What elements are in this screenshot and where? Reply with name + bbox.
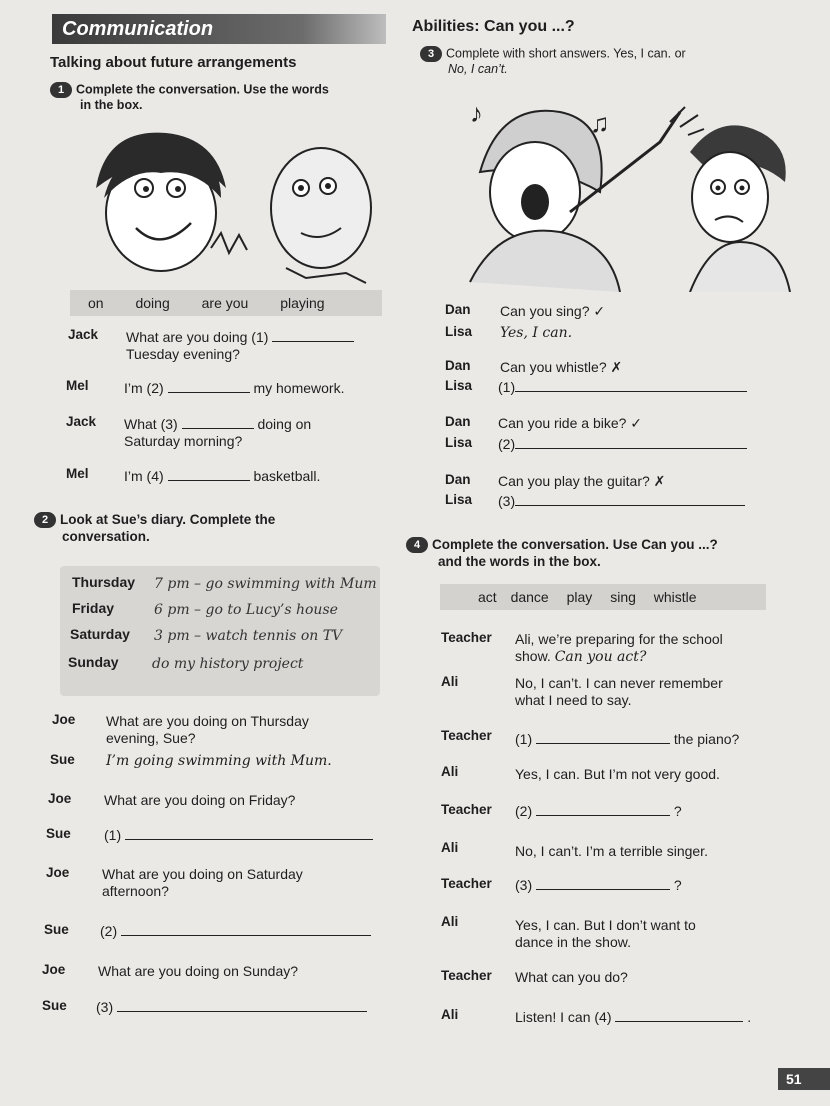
- sues-diary: Thursday 7 pm – go swimming with Mum Friday 6 pm – go to Lucy’s house Saturday 3 pm – watch tennis on TV Sunday do my history project: [60, 566, 380, 696]
- ex2-speaker-5: Joe: [46, 865, 70, 880]
- ex2-speaker-6: Sue: [44, 922, 69, 937]
- ex4-line-2: No, I can’t. I can never remember what I need to say.: [515, 675, 723, 708]
- answer-blank[interactable]: [125, 827, 373, 840]
- ex4-speaker-5: Teacher: [441, 802, 492, 817]
- ex4-line-4: Yes, I can. But I’m not very good.: [515, 766, 720, 782]
- ex3-line-8: (3): [498, 493, 745, 510]
- ex1-word-box: on doing are you playing: [70, 290, 382, 316]
- section-title-future: Talking about future arrangements: [50, 54, 297, 71]
- ex1-number: 1: [50, 82, 72, 98]
- answer-blank[interactable]: [117, 999, 367, 1012]
- ex4-speaker-1: Teacher: [441, 630, 492, 645]
- boys-illustration: [76, 118, 386, 288]
- ex3-speaker-1: Dan: [445, 302, 471, 317]
- ex3-line-4: (1): [498, 379, 747, 396]
- ex4-speaker-6: Ali: [441, 840, 459, 855]
- ex2-instruction: 2 Look at Sue’s diary. Complete the conversation.: [34, 511, 275, 545]
- ex1-line-2: I’m (2) my homework.: [124, 380, 345, 396]
- answer-blank[interactable]: [536, 803, 670, 816]
- ex4-speaker-4: Ali: [441, 764, 459, 779]
- ex2-line-7: What are you doing on Sunday?: [98, 963, 299, 979]
- answer-blank[interactable]: [168, 380, 250, 393]
- ex2-speaker-3: Joe: [48, 791, 72, 806]
- answer-blank[interactable]: [515, 493, 745, 506]
- ex3-line-7: Can you play the guitar? ✗: [498, 473, 666, 489]
- answer-blank[interactable]: [615, 1009, 743, 1022]
- ex4-line-9: What can you do?: [515, 969, 628, 985]
- ex2-speaker-1: Joe: [52, 712, 76, 727]
- ex4-speaker-9: Teacher: [441, 968, 492, 983]
- ex3-speaker-6: Lisa: [445, 435, 473, 450]
- ex1-speaker-2: Mel: [66, 378, 89, 393]
- ex3-instruction: 3 Complete with short answers. Yes, I can. or No, I can’t.: [420, 46, 686, 77]
- ex2-speaker-8: Sue: [42, 998, 67, 1013]
- answer-blank[interactable]: [515, 436, 747, 449]
- ex1-speaker-1: Jack: [68, 327, 99, 342]
- ex3-line-5: Can you ride a bike? ✓: [498, 415, 643, 431]
- svg-text:♫: ♫: [590, 108, 610, 138]
- answer-blank[interactable]: [121, 923, 371, 936]
- page-number-badge: 51: [778, 1068, 830, 1090]
- ex2-line-3: What are you doing on Friday?: [104, 792, 296, 808]
- ex3-line-3: Can you whistle? ✗: [500, 359, 623, 375]
- ex2-speaker-4: Sue: [46, 826, 71, 841]
- ex2-line-5: What are you doing on Saturday afternoon?: [102, 866, 303, 899]
- ex4-speaker-2: Ali: [441, 674, 459, 689]
- ex2-line-1: What are you doing on Thursday evening, Sue?: [106, 713, 309, 746]
- section-title-abilities: Abilities: Can you ...?: [412, 18, 575, 35]
- ex1-speaker-4: Mel: [66, 466, 89, 481]
- ex3-speaker-5: Dan: [445, 414, 471, 429]
- ex2-line-6: (2): [100, 923, 371, 940]
- ex4-line-10: Listen! I can (4) .: [515, 1009, 752, 1025]
- singing-illustration: [440, 92, 800, 292]
- answer-blank[interactable]: [536, 731, 670, 744]
- svg-text:♪: ♪: [470, 98, 483, 128]
- ex1-line-4: I’m (4) basketball.: [124, 468, 321, 484]
- ex4-speaker-8: Ali: [441, 914, 459, 929]
- ex2-line-2: I’m going swimming with Mum.: [106, 753, 332, 769]
- ex4-line-1: Ali, we’re preparing for the school show. Can you act?: [515, 631, 723, 665]
- ex1-instruction: 1 Complete the conversation. Use the words in the box.: [50, 82, 329, 113]
- ex2-speaker-7: Joe: [42, 962, 66, 977]
- communication-banner: Communication: [52, 14, 386, 44]
- ex4-line-6: No, I can’t. I’m a terrible singer.: [515, 843, 708, 859]
- ex4-line-7: (3) ?: [515, 877, 682, 893]
- ex4-line-5: (2) ?: [515, 803, 682, 819]
- ex4-speaker-10: Ali: [441, 1007, 459, 1022]
- ex1-line-1: What are you doing (1) Tuesday evening?: [126, 329, 354, 363]
- ex4-line-8: Yes, I can. But I don’t want to dance in the show.: [515, 917, 696, 950]
- ex1-speaker-3: Jack: [66, 414, 97, 429]
- answer-blank[interactable]: [536, 877, 670, 890]
- ex3-speaker-8: Lisa: [445, 492, 473, 507]
- answer-blank[interactable]: [182, 416, 254, 429]
- ex4-instruction: 4 Complete the conversation. Use Can you ...? and the words in the box.: [406, 536, 718, 570]
- ex3-speaker-4: Lisa: [445, 378, 473, 393]
- ex4-speaker-3: Teacher: [441, 728, 492, 743]
- answer-blank[interactable]: [515, 379, 747, 392]
- ex3-number: 3: [420, 46, 442, 62]
- ex3-speaker-3: Dan: [445, 358, 471, 373]
- ex4-line-3: (1) the piano?: [515, 731, 740, 747]
- ex2-line-4: (1): [104, 827, 373, 844]
- ex2-speaker-2: Sue: [50, 752, 75, 767]
- ex3-speaker-7: Dan: [445, 472, 471, 487]
- answer-blank[interactable]: [272, 329, 354, 342]
- ex4-number: 4: [406, 537, 428, 553]
- ex4-word-box: act dance play sing whistle: [440, 584, 766, 610]
- ex2-number: 2: [34, 512, 56, 528]
- answer-blank[interactable]: [168, 468, 250, 481]
- ex3-line-1: Can you sing? ✓: [500, 303, 606, 319]
- ex3-line-2: Yes, I can.: [500, 325, 573, 341]
- ex4-speaker-7: Teacher: [441, 876, 492, 891]
- ex1-line-3: What (3) doing on Saturday morning?: [124, 416, 312, 449]
- ex3-line-6: (2): [498, 436, 747, 453]
- ex3-speaker-2: Lisa: [445, 324, 473, 339]
- ex2-line-8: (3): [96, 999, 367, 1016]
